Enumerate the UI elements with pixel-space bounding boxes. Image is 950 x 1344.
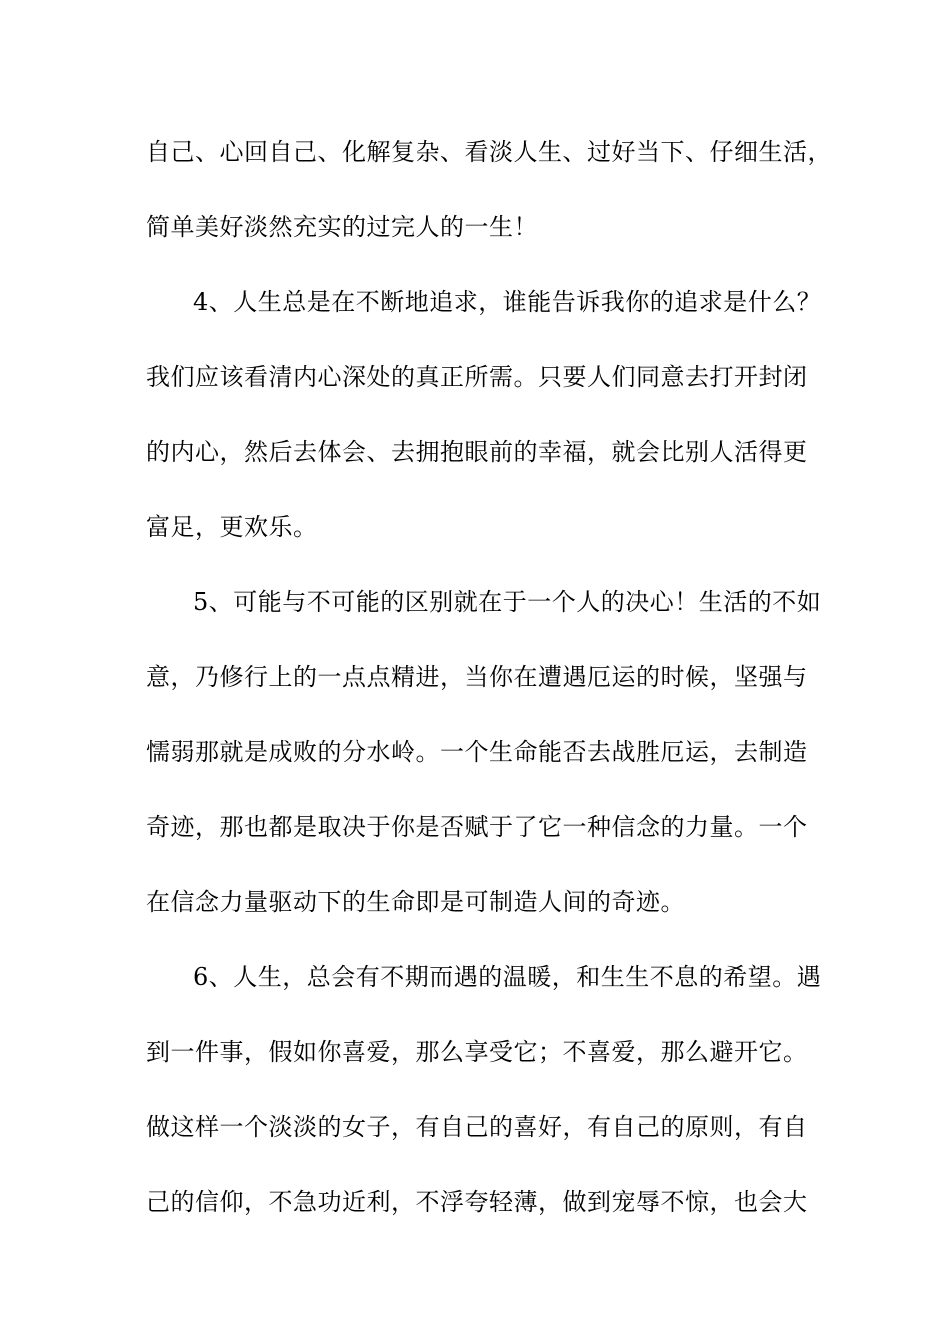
paragraph-line: 意，乃修行上的一点点精进，当你在遭遇厄运的时候，坚强与 — [146, 663, 808, 691]
paragraph-line: 富足，更欢乐。 — [146, 513, 318, 541]
paragraph-line: 自己、心回自己、化解复杂、看淡人生、过好当下、仔细生活， — [146, 138, 832, 166]
paragraph-line: 己的信仰，不急功近利，不浮夸轻薄，做到宠辱不惊，也会大 — [146, 1188, 808, 1216]
paragraph-line: 奇迹，那也都是取决于你是否赋于了它一种信念的力量。一个 — [146, 813, 808, 841]
paragraph-6-first-line: 6、人生，总会有不期而遇的温暖，和生生不息的希望。遇 — [193, 963, 822, 991]
paragraph-4-first-line: 4、人生总是在不断地追求，谁能告诉我你的追求是什么？ — [193, 288, 822, 316]
paragraph-line: 到一件事，假如你喜爱，那么享受它；不喜爱，那么避开它。 — [146, 1038, 808, 1066]
paragraph-5-first-line: 5、可能与不可能的区别就在于一个人的决心！生活的不如 — [193, 588, 822, 616]
paragraph-line: 的内心，然后去体会、去拥抱眼前的幸福，就会比别人活得更 — [146, 438, 808, 466]
paragraph-line: 懦弱那就是成败的分水岭。一个生命能否去战胜厄运，去制造 — [146, 738, 808, 766]
paragraph-line: 做这样一个淡淡的女子，有自己的喜好，有自己的原则，有自 — [146, 1113, 808, 1141]
paragraph-line: 简单美好淡然充实的过完人的一生！ — [146, 213, 538, 241]
paragraph-line: 在信念力量驱动下的生命即是可制造人间的奇迹。 — [146, 888, 685, 916]
paragraph-line: 我们应该看清内心深处的真正所需。只要人们同意去打开封闭 — [146, 363, 808, 391]
